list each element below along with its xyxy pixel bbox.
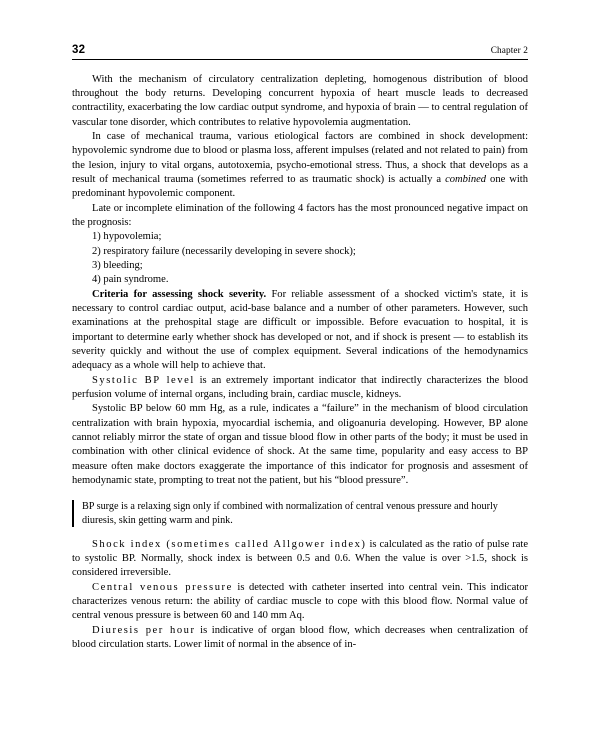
list-item-hypovolemia: 1) hypovolemia; [92, 231, 162, 243]
running-head [72, 44, 528, 60]
paragraph-systolic-below-60: Systolic BP below 60 mm Hg, as a rule, indicates a “failure” in the mechanism of blood circulation centralization with brain hypoxia, myocardial ischemia, and oligoanuria developing. However, BP alone cannot reliably mirror the state of organ and tissue blood flow in other parts of the body; it must be used in combination with other clinical evidence of shock. At the same time, popularity and easy access to BP measure often make doctors exaggerate the importance of this indicator for prognosis and assesment of hemodynamic state, prompting to treat not the patient, but his “blood pressure”. [72, 403, 528, 487]
body-text [72, 73, 528, 653]
central-venous-pressure-text: is detected with catheter inserted into central vein. This indicator characterizes venous return: the ability of cardiac muscle to cope with this blood flow. Normal value of central venous pressure is between 60 and 140 mm Aq. [72, 581, 528, 622]
paragraph-circulatory-centralization: With the mechanism of circulatory centralization depleting, homogenous distribution of blood throughout the body returns. Developing concurrent hypoxia of heart muscle leads to decreased contractility, exacerbating the low cardiac output syndrome, and hypoxia of brain — to central regulation of vascular tone disorder, which contributes to relative hypovolemia augmentation. [72, 73, 528, 128]
term-diuresis-per-hour: Diuresis per hour [92, 624, 196, 636]
list-item-respiratory-failure: 2) respiratory failure (necessarily developing in severe shock); [92, 245, 356, 257]
paragraph-four-factors: Late or incomplete elimination of the following 4 factors has the most pronounced negative impact on the prognosis: [72, 202, 528, 228]
list-item-bleeding: 3) bleeding; [92, 259, 143, 271]
callout-note-text: BP surge is a relaxing sign only if combined with normalization of central venous pressure and hourly diuresis, skin getting warm and pink. [82, 500, 498, 526]
systolic-bp-level-text: is an extremely important indicator that indirectly characterizes the blood perfusion volume of internal organs, including brain, cardiac muscle, kidneys. [72, 374, 528, 401]
paragraph-mechanical-trauma: In case of mechanical trauma, various etiological factors are combined in shock development: hypovolemic syndrome due to blood or plasma loss, afferent impulses (related and not related to pain) from the lesion, injury to vital organs, autotoxemia, psycho-emotional stress. Thus, a shock that develops as a result of mechanical trauma (sometimes referred to as traumatic shock) is actually a combined one with predominant hypovolemic component. [72, 130, 528, 200]
diuresis-per-hour-text: is indicative of organ blood flow, which decreases when centralization of blood circulation starts. Lower limit of normal in the absence of in- [72, 624, 528, 651]
emphasis-combined: combined [445, 173, 487, 185]
page-content-column [72, 44, 528, 652]
running-head-title: Chapter 2 [490, 46, 528, 56]
criteria-body-text: For reliable assessment of a shocked victim's state, it is necessary to control cardiac output, acid-base balance and a number of other parameters. However, such examinations at the prehospital stage are difficult or impossible. Before evacuation to hospital, it is important to determine early whether shock has developed or not, and if shock is present — to establish its severity quickly and without the use of complex equipment. Several indications of the hemodynamics adequacy as a whole will help to achieve that. [72, 288, 528, 372]
paragraph-central-venous-pressure [72, 581, 528, 624]
paragraph-shock-index [72, 538, 528, 581]
callout-note-bp-surge [72, 500, 528, 527]
paragraph-diuresis-per-hour [72, 624, 528, 653]
page-number: 32 [72, 44, 86, 56]
term-central-venous-pressure: Central venous pressure [92, 581, 233, 593]
term-systolic-bp-level: Systolic BP level [92, 374, 195, 386]
paragraph-criteria-shock-severity [72, 288, 528, 374]
shock-index-text: is calculated as the ratio of pulse rate to systolic BP. Normally, shock index is between 0.5 and 0.6. When the value is over >1.5, shock is considered irreversible. [72, 538, 528, 579]
paragraph-systolic-bp-level [72, 374, 528, 403]
term-shock-index: Shock index (sometimes called Allgower index) [92, 538, 367, 550]
list-item-pain-syndrome: 4) pain syndrome. [92, 274, 169, 286]
heading-criteria-shock-severity: Criteria for assessing shock severity. [92, 288, 267, 300]
